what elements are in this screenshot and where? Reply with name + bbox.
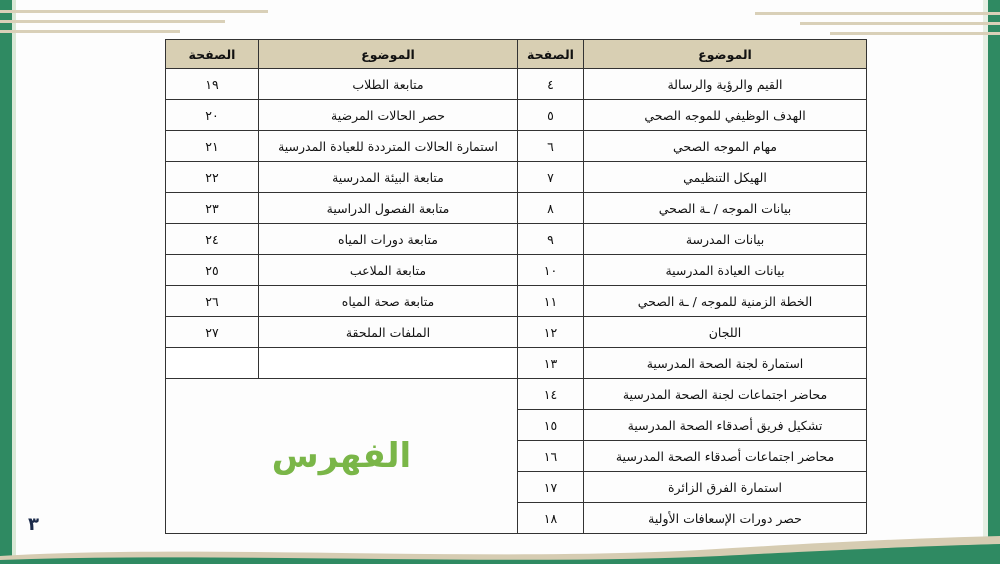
topic-cell: الخطة الزمنية للموجه / ـة الصحي xyxy=(584,286,867,317)
topic-cell: اللجان xyxy=(584,317,867,348)
page-cell: ٢١ xyxy=(166,131,259,162)
table-row xyxy=(166,224,867,255)
top-right-line-2 xyxy=(800,22,1000,25)
page-cell: ١٠ xyxy=(518,255,584,286)
table-row xyxy=(166,69,867,100)
index-table xyxy=(165,39,867,534)
left-decor-band xyxy=(0,0,12,564)
topic-cell: متابعة البيئة المدرسية xyxy=(259,162,518,193)
page-cell: ٤ xyxy=(518,69,584,100)
page-cell: ١٨ xyxy=(518,503,584,534)
page-cell: ٨ xyxy=(518,193,584,224)
table-header-row xyxy=(166,40,867,69)
topic-cell: بيانات الموجه / ـة الصحي xyxy=(584,193,867,224)
table-row xyxy=(166,255,867,286)
topic-cell: بيانات العيادة المدرسية xyxy=(584,255,867,286)
page-cell: ٢٧ xyxy=(166,317,259,348)
table-row xyxy=(166,193,867,224)
page-cell: ١٦ xyxy=(518,441,584,472)
page-cell: ٢٠ xyxy=(166,100,259,131)
page-cell: ٦ xyxy=(518,131,584,162)
topic-cell: الملفات الملحقة xyxy=(259,317,518,348)
right-decor-band xyxy=(988,0,1000,564)
topic-cell: متابعة الملاعب xyxy=(259,255,518,286)
topic-cell: محاضر اجتماعات لجنة الصحة المدرسية xyxy=(584,379,867,410)
table-row xyxy=(166,162,867,193)
topic-cell: الهدف الوظيفي للموجه الصحي xyxy=(584,100,867,131)
table-row xyxy=(166,100,867,131)
header-page-right: الصفحة xyxy=(518,40,584,69)
table-row xyxy=(166,379,867,410)
page-cell: ٢٣ xyxy=(166,193,259,224)
page-cell: ٧ xyxy=(518,162,584,193)
empty-cell xyxy=(259,348,518,379)
topic-cell: متابعة دورات المياه xyxy=(259,224,518,255)
page-cell: ١٧ xyxy=(518,472,584,503)
topic-cell: استمارة لجنة الصحة المدرسية xyxy=(584,348,867,379)
topic-cell: محاضر اجتماعات أصدقاء الصحة المدرسية xyxy=(584,441,867,472)
topic-cell: متابعة الفصول الدراسية xyxy=(259,193,518,224)
empty-cell xyxy=(166,348,259,379)
page-cell: ٥ xyxy=(518,100,584,131)
top-left-line-1 xyxy=(0,10,268,13)
page-cell: ٩ xyxy=(518,224,584,255)
page-cell: ١١ xyxy=(518,286,584,317)
topic-cell: الهيكل التنظيمي xyxy=(584,162,867,193)
header-page-left: الصفحة xyxy=(166,40,259,69)
right-decor-band-inner xyxy=(983,0,988,564)
index-title: الفهرس xyxy=(271,436,412,476)
page-cell: ٢٢ xyxy=(166,162,259,193)
table-row xyxy=(166,286,867,317)
topic-cell: متابعة الطلاب xyxy=(259,69,518,100)
table-row xyxy=(166,348,867,379)
topic-cell: استمارة الحالات المترددة للعيادة المدرسية xyxy=(259,131,518,162)
topic-cell: حصر دورات الإسعافات الأولية xyxy=(584,503,867,534)
top-left-line-3 xyxy=(0,30,180,33)
page-number: ٣ xyxy=(28,514,39,535)
page-cell: ١٩ xyxy=(166,69,259,100)
page-cell: ١٢ xyxy=(518,317,584,348)
page-cell: ٢٤ xyxy=(166,224,259,255)
table-row xyxy=(166,131,867,162)
top-left-line-2 xyxy=(0,20,225,23)
page-cell: ٢٦ xyxy=(166,286,259,317)
topic-cell: متابعة صحة المياه xyxy=(259,286,518,317)
page-cell: ١٥ xyxy=(518,410,584,441)
topic-cell: مهام الموجه الصحي xyxy=(584,131,867,162)
header-topic-right: الموضوع xyxy=(584,40,867,69)
topic-cell: تشكيل فريق أصدقاء الصحة المدرسية xyxy=(584,410,867,441)
table-row xyxy=(166,317,867,348)
topic-cell: القيم والرؤية والرسالة xyxy=(584,69,867,100)
left-decor-band-inner xyxy=(12,0,16,564)
header-topic-left: الموضوع xyxy=(259,40,518,69)
top-right-line-3 xyxy=(830,32,1000,35)
page-cell: ٢٥ xyxy=(166,255,259,286)
top-right-line-1 xyxy=(755,12,1000,15)
topic-cell: استمارة الفرق الزائرة xyxy=(584,472,867,503)
page-cell: ١٤ xyxy=(518,379,584,410)
index-title-cell xyxy=(166,379,518,534)
topic-cell: حصر الحالات المرضية xyxy=(259,100,518,131)
topic-cell: بيانات المدرسة xyxy=(584,224,867,255)
page-cell: ١٣ xyxy=(518,348,584,379)
